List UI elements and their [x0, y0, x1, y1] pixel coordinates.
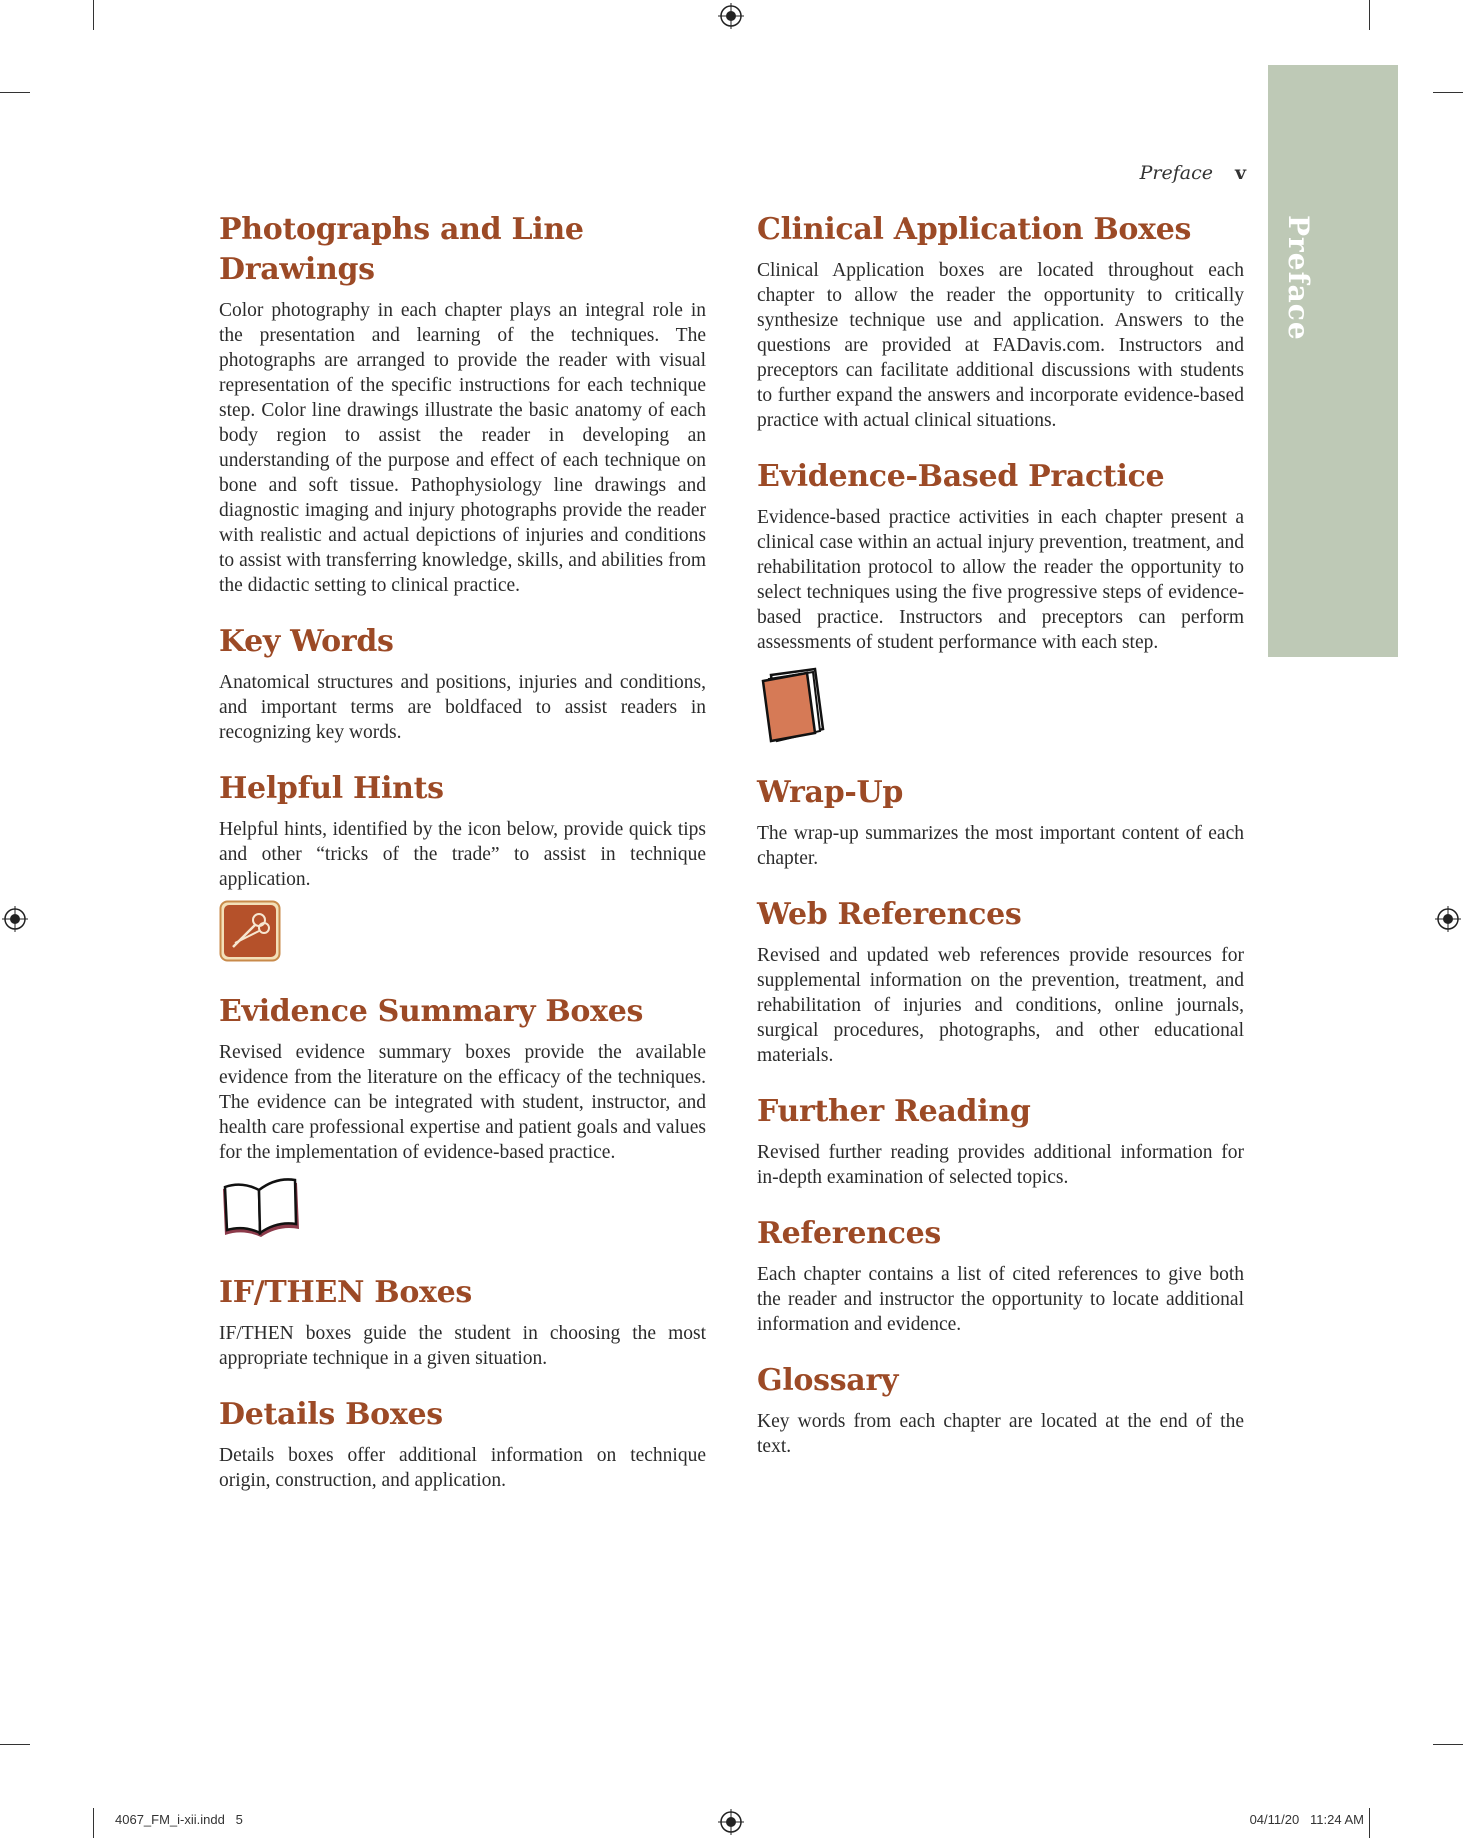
section-heading: Clinical Application Boxes — [757, 212, 1192, 247]
section-heading: Wrap-Up — [757, 775, 904, 810]
section-heading: References — [757, 1216, 941, 1251]
evidence-summary-icon-wrap — [219, 1175, 706, 1245]
section-further-reading — [757, 1092, 1244, 1190]
section-body: Evidence-based practice activities in each chapter present a clinical case within an actual injury prevention, treatment, and rehabilitation protocol to allow the reader the opportunity to select techniques using the five progressive steps of evidence-based practice. Instructors and preceptors can perform assessments of student performance with each step. — [757, 507, 1244, 653]
crop-mark — [0, 92, 30, 93]
running-head — [1100, 162, 1246, 184]
section-body: Color photography in each chapter plays an integral role in the presentation and learning of the techniques. The photographs are arranged to provide the reader with visual representation of the specific instructions for each technique step. Color line drawings illustrate the basic anatomy of each body region to assist the reader in developing an understanding of the purpose and effect of each technique on bone and soft tissue. Pathophysiology line drawings and diagnostic imaging and injury photographs provide the reader with realistic and actual depictions of injuries and conditions to assist with transferring knowledge, skills, and abilities from the didactic setting to clinical practice. — [219, 300, 706, 596]
section-body: Details boxes offer additional information on technique origin, construction, and application. — [219, 1445, 706, 1491]
section-body: Revised further reading provides additional information for in-depth examination of selected topics. — [757, 1142, 1244, 1188]
section-references — [757, 1214, 1244, 1337]
section-photographs — [219, 210, 706, 598]
section-body: Clinical Application boxes are located throughout each chapter to allow the reader the opportunity to critically synthesize technique use and application. Answers to the questions are provided at FADavis.com. Instructors and preceptors can facilitate additional discussions with students to further expand the answers and incorporate evidence-based practice with actual clinical situations. — [757, 260, 1244, 431]
registration-mark-icon — [718, 3, 744, 29]
helpful-hints-icon-wrap — [219, 900, 706, 966]
section-details — [219, 1395, 706, 1493]
footer-file-slug: 4067_FM_i-xii.indd 5 — [115, 1812, 243, 1827]
crop-mark — [1433, 92, 1463, 93]
registration-mark-icon — [1435, 906, 1461, 932]
section-heading: Further Reading — [757, 1094, 1031, 1129]
section-heading: Photographs and Line Drawings — [219, 212, 584, 287]
page-number: v — [1234, 162, 1246, 184]
registration-mark-icon — [2, 906, 28, 932]
section-evidence-summary — [219, 992, 706, 1245]
section-heading: Details Boxes — [219, 1397, 443, 1432]
crop-mark — [93, 1808, 94, 1838]
section-wrap-up — [757, 773, 1244, 871]
section-heading: Glossary — [757, 1363, 899, 1398]
section-body: Anatomical structures and positions, injuries and conditions, and important terms are boldfaced to assist readers in recognizing key words. — [219, 672, 706, 743]
section-body: Helpful hints, identified by the icon below, provide quick tips and other “tricks of the trade” to assist in technique application. — [219, 819, 706, 890]
section-body: The wrap-up summarizes the most important content of each chapter. — [757, 823, 1244, 869]
left-column — [219, 210, 706, 1517]
crop-mark — [1433, 1744, 1463, 1745]
section-heading: Web References — [757, 897, 1022, 932]
section-heading: Evidence Summary Boxes — [219, 994, 644, 1029]
scissors-icon — [219, 900, 281, 962]
side-tab-label: Preface — [1282, 215, 1315, 341]
section-body: Revised and updated web references provide resources for supplemental information on the prevention, treatment, and rehabilitation of injuries and conditions, online journals, surgical procedures, photographs, and other educational materials. — [757, 945, 1244, 1066]
section-if-then — [219, 1273, 706, 1371]
section-heading: Evidence-Based Practice — [757, 459, 1165, 494]
section-body: Each chapter contains a list of cited references to give both the reader and instructor the opportunity to locate additional information and evidence. — [757, 1264, 1244, 1335]
running-head-title: Preface — [1139, 162, 1213, 184]
side-tab — [1268, 65, 1398, 657]
footer-datetime: 04/11/20 11:24 AM — [1249, 1812, 1364, 1827]
section-web-references — [757, 895, 1244, 1068]
section-heading: Helpful Hints — [219, 771, 444, 806]
section-key-words — [219, 622, 706, 745]
section-glossary — [757, 1361, 1244, 1459]
section-heading: IF/THEN Boxes — [219, 1275, 473, 1310]
section-body: Revised evidence summary boxes provide the available evidence from the literature on the efficacy of the techniques. The evidence can be integrated with student, instructor, and health care professional expertise and patient goals and values for the implementation of evidence-based practice. — [219, 1042, 706, 1163]
section-body: Key words from each chapter are located at the end of the text. — [757, 1411, 1244, 1457]
section-helpful-hints — [219, 769, 706, 966]
right-column — [757, 210, 1244, 1483]
closed-book-icon — [757, 667, 829, 743]
crop-mark — [1369, 1808, 1370, 1838]
registration-mark-icon — [718, 1809, 744, 1835]
crop-mark — [93, 0, 94, 30]
section-clinical-application — [757, 210, 1244, 433]
section-evidence-based-practice — [757, 457, 1244, 747]
section-body: IF/THEN boxes guide the student in choosing the most appropriate technique in a given situation. — [219, 1323, 706, 1369]
crop-mark — [1369, 0, 1370, 30]
open-book-icon — [219, 1175, 303, 1241]
crop-mark — [0, 1744, 30, 1745]
evidence-based-practice-icon-wrap — [757, 667, 1244, 747]
section-heading: Key Words — [219, 624, 394, 659]
